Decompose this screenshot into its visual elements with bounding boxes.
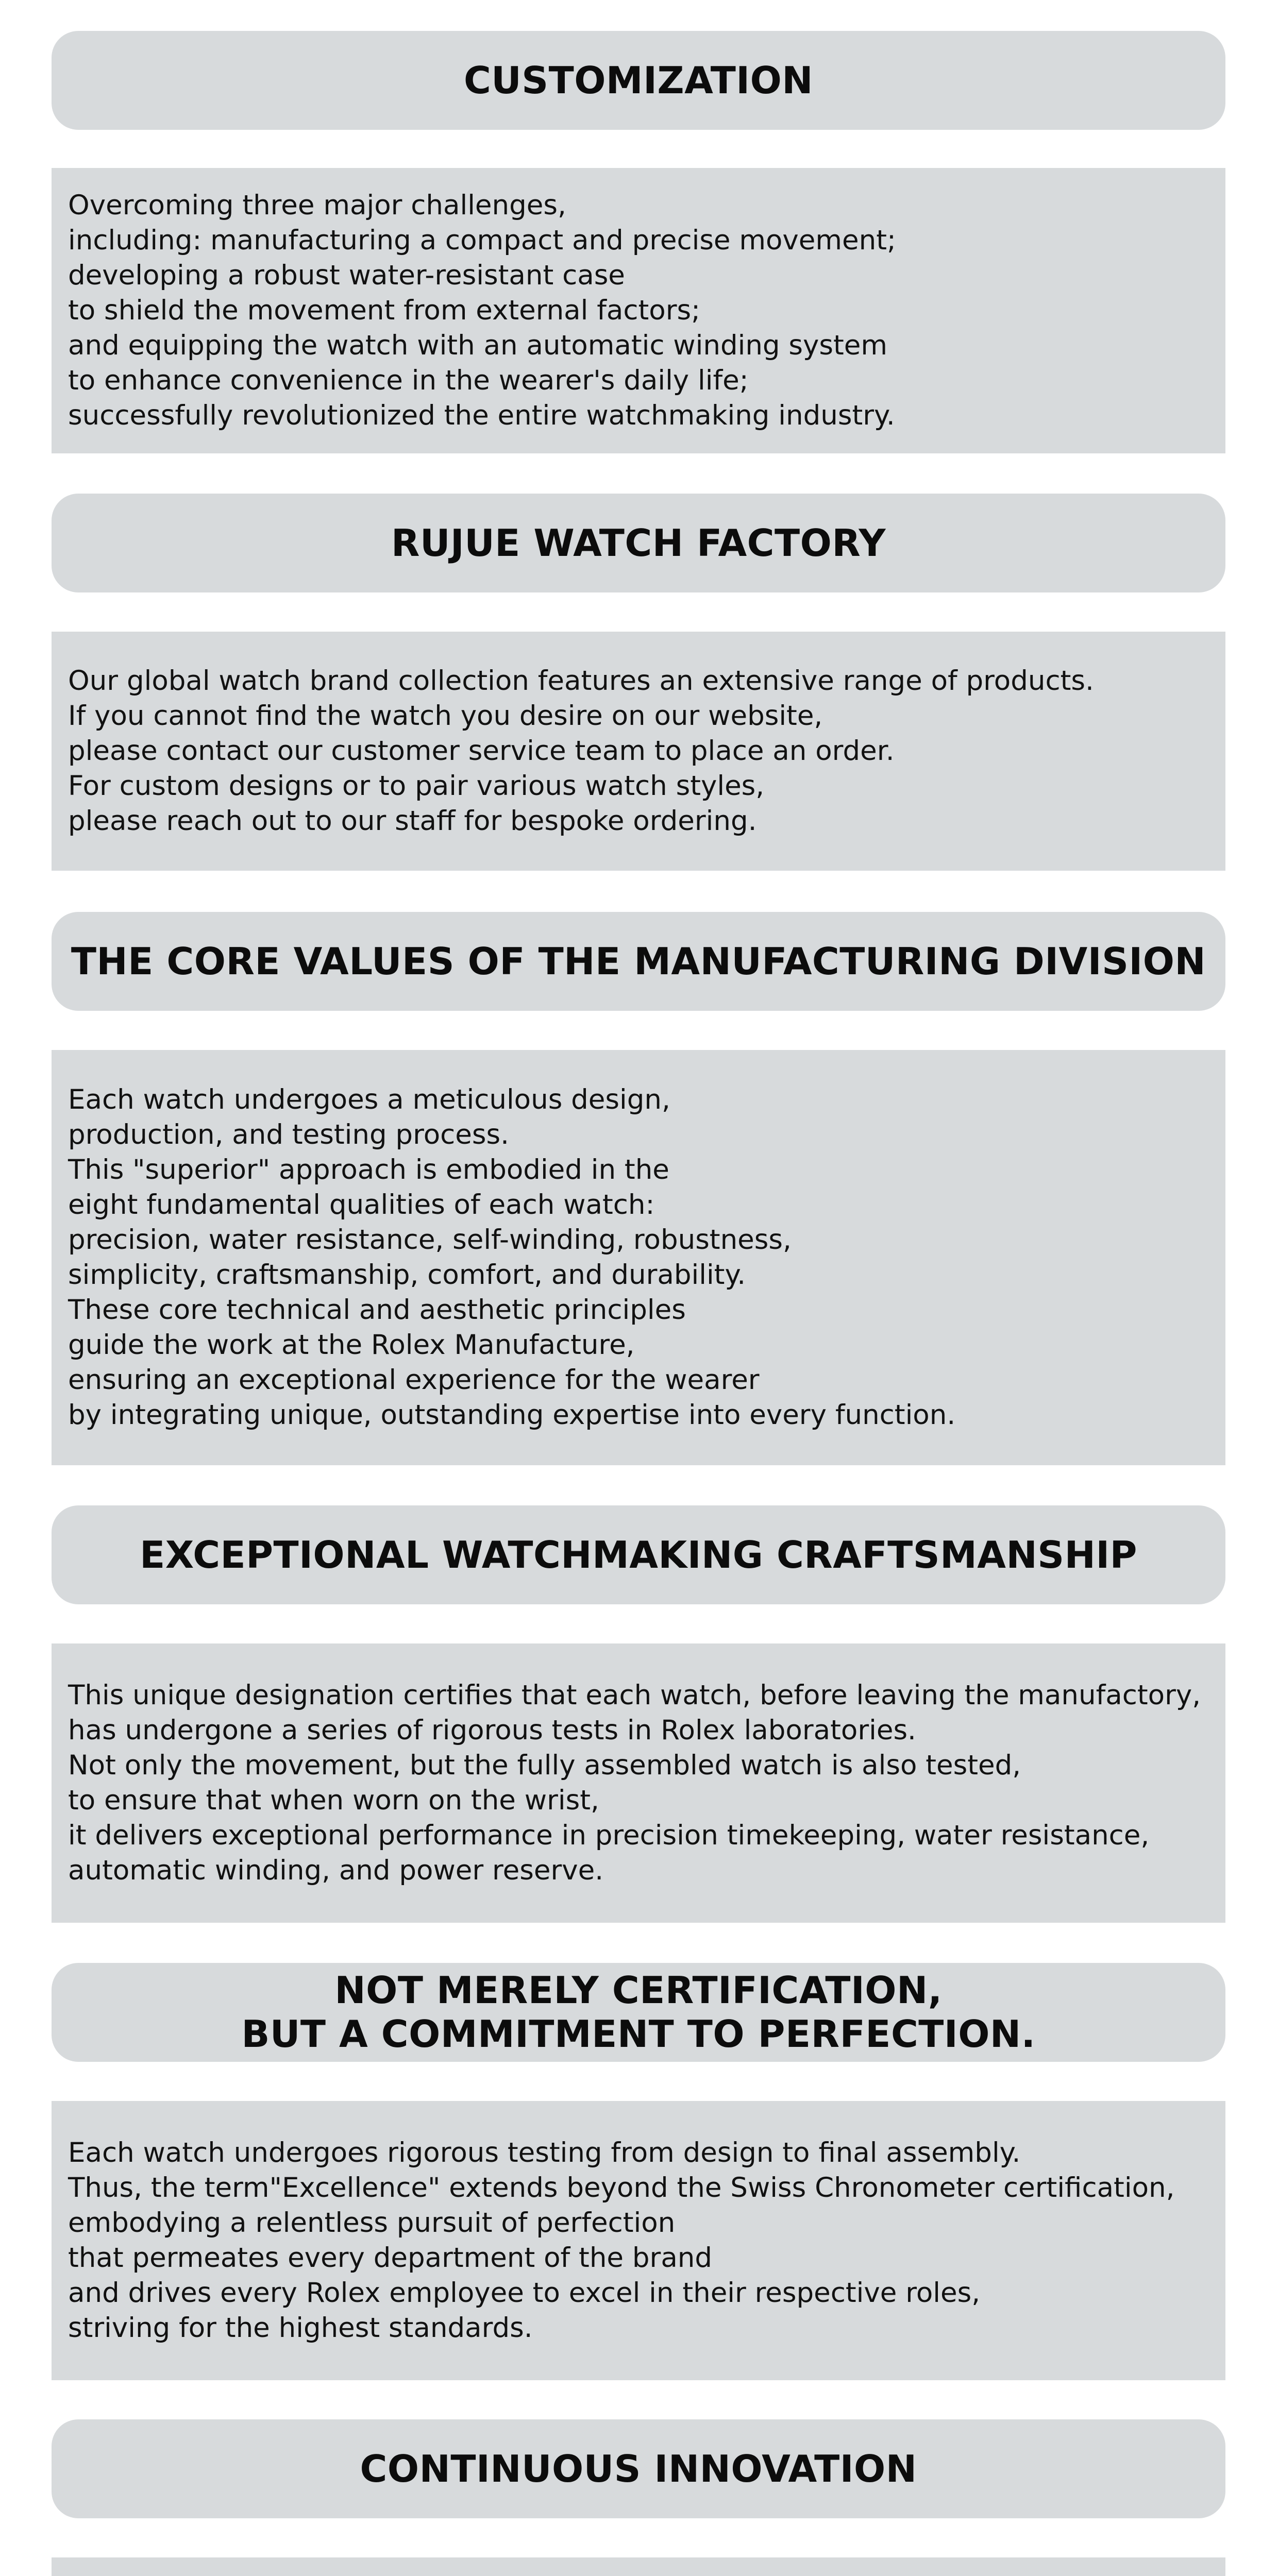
- section-body-continuous-innovation: [52, 2557, 1225, 2576]
- section-title: THE CORE VALUES OF THE MANUFACTURING DIVISION: [71, 939, 1206, 983]
- section-title: RUJUE WATCH FACTORY: [391, 521, 886, 565]
- section-text: Overcoming three major challenges, including: manufacturing a compact and precise movement; developing a robust water-resistant case to shield the movement from external factors; and equipping the watch with an automatic winding system to enhance convenience in the wearer's daily life; successfully revolutionized the entire watchmaking industry.: [68, 190, 896, 431]
- section-title: CONTINUOUS INNOVATION: [360, 2447, 917, 2490]
- section-body-customization: [52, 168, 1225, 453]
- section-header-rujue-watch-factory: [52, 494, 1225, 592]
- section-title: EXCEPTIONAL WATCHMAKING CRAFTSMANSHIP: [140, 1533, 1137, 1577]
- section-body-exceptional-craftsmanship: [52, 1643, 1225, 1923]
- section-header-exceptional-craftsmanship: [52, 1505, 1225, 1604]
- section-text: This unique designation certifies that each watch, before leaving the manufactory, has undergone a series of rigorous tests in Rolex laboratories. Not only the movement, but the fully assembled watch is also tested, to ensure that when worn on the wrist, it delivers exceptional performance in precision timekeeping, water resistance, automatic winding, and power reserve.: [68, 1680, 1201, 1886]
- section-header-core-values: [52, 912, 1225, 1011]
- section-text: Each watch undergoes a meticulous design, production, and testing process. This "superior" approach is embodied in the eight fundamental qualities of each watch: precision, water resistance, self-winding, robustness, simplicity, craftsmanship, comfort, and durability. These core technical and aesthetic principles guide the work at the Rolex Manufacture, ensuring an exceptional experience for the wearer by integrating unique, outstanding expertise into every function.: [68, 1084, 956, 1431]
- section-header-customization: [52, 31, 1225, 130]
- section-text: Each watch undergoes rigorous testing from design to final assembly. Thus, the term"Excellence" extends beyond the Swiss Chronometer certification, embodying a relentless pursuit of perfection that permeates every department of the brand and drives every Rolex employee to excel in their respective roles, striving for the highest standards.: [68, 2137, 1175, 2344]
- section-header-continuous-innovation: [52, 2419, 1225, 2518]
- section-body-commitment-to-perfection: [52, 2101, 1225, 2380]
- section-title: CUSTOMIZATION: [463, 58, 814, 102]
- section-text: Our global watch brand collection features an extensive range of products. If you cannot find the watch you desire on our website, please contact our customer service team to place an order. For custom designs or to pair various watch styles, please reach out to our staff for bespoke ordering.: [68, 665, 1094, 837]
- section-body-core-values: [52, 1050, 1225, 1465]
- section-body-rujue-watch-factory: [52, 632, 1225, 871]
- section-title: NOT MERELY CERTIFICATION, BUT A COMMITMENT TO PERFECTION.: [241, 1969, 1036, 2056]
- section-header-commitment-to-perfection: [52, 1963, 1225, 2062]
